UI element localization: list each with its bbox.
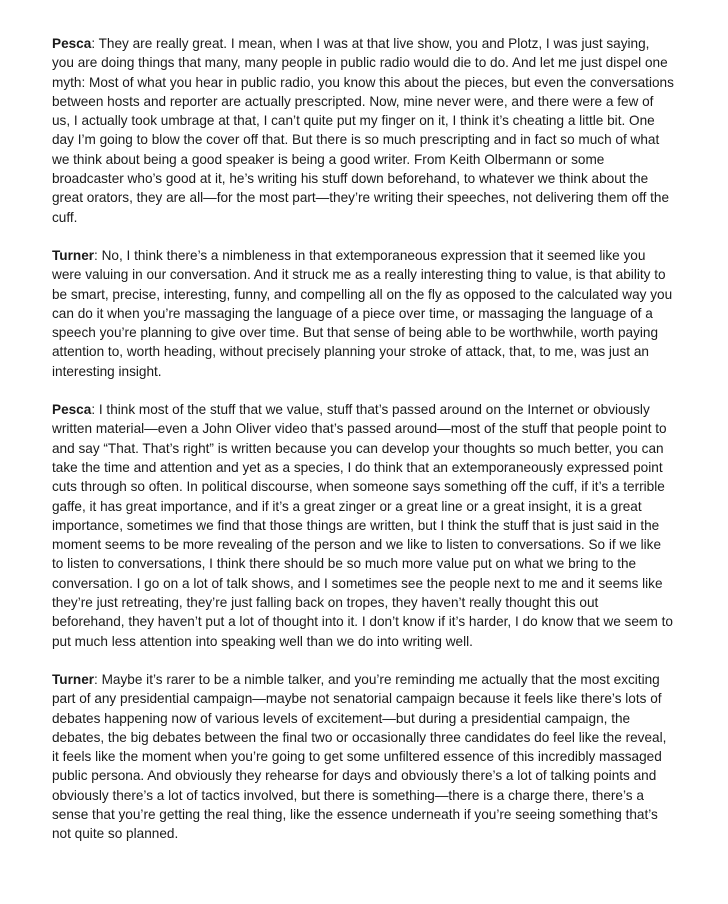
speaker-separator: :: [94, 671, 102, 687]
speaker-separator: :: [94, 247, 102, 263]
transcript-page: [52, 34, 674, 863]
transcript-paragraph-pesca-2: [52, 400, 674, 651]
speaker-name: Turner: [52, 247, 95, 263]
speaker-separator: :: [91, 36, 99, 51]
paragraph-text: No, I think there’s a nimbleness in that extemporaneous expression that it seemed like you were valuing in our conversation. And it struck me as a really interesting thing to value, is that ability to be smart, precise, interesting, funny, and compelling all on the fly as opposed to the calculated way you can do it when you’re massaging the language of a piece over time, or massaging the language of a speech you’re planning to give over time. But that sense of being able to be worthwhile, worth paying attention to, worth heading, without precisely planning your stroke of attack, that, to me, was just an interesting insight.: [52, 247, 673, 379]
transcript-paragraph-turner-2: [52, 670, 674, 844]
paragraph-text: I think most of the stuff that we value, stuff that’s passed around on the Internet or obviously written material—even a John Oliver video that’s passed around—most of the stuff that people point to and say “That. That’s right” is written because you can develop your thoughts so much better, you can take the time and attention and yet as a species, I do think that an extemporaneously expressed point cuts through so often. In political discourse, when someone says something off the cuff, if it’s a terrible gaffe, it has great importance, and if it’s a great zinger or a great line or a great insight, it is a great importance, sometimes we find that those things are written, but I think the stuff that is just said in the moment seems to be more revealing of the person and we like to listen to conversations. So if we like to listen to conversations, I think there should be so much more value put on what we bring to the conversation. I go on a lot of talk shows, and I sometimes see the people next to me and it seems like they’re just retreating, they’re just falling back on tropes, they haven’t really thought this out beforehand, they haven’t put a lot of thought into it. I don’t know if it’s harder, I do know that we seem to put much less attention into speaking well than we do into writing well.: [52, 402, 673, 649]
speaker-separator: :: [91, 402, 99, 418]
transcript-paragraph-pesca-1: [52, 34, 674, 227]
paragraph-text: Maybe it’s rarer to be a nimble talker, and you’re reminding me actually that the most exciting part of any presidential campaign—maybe not senatorial campaign because it feels like there’s lots of debates happening now of various levels of excitement—but during a presidential campaign, the debates, the big debates between the final two or occasionally three candidates do feel like the reveal, it feels like the moment when you’re going to get some unfiltered essence of this incredibly massaged public persona. And obviously they rehearse for days and obviously there’s a lot of talking points and obviously there’s a lot of tactics involved, but there is something—there is a charge there, there’s a sense that you’re getting the real thing, like the essence underneath if you’re seeing something that’s not quite so planned.: [52, 671, 667, 842]
speaker-name: Pesca: [52, 402, 92, 418]
speaker-name: Turner: [52, 671, 95, 687]
transcript-paragraph-turner-1: [52, 246, 674, 381]
paragraph-text: They are really great. I mean, when I was at that live show, you and Plotz, I was just saying, you are doing things that many, many people in public radio would die to do. And let me just dispel one myth: Most of what you hear in public radio, you know this about the pieces, but even the conversations between hosts and reporter are actually prescripted. Now, mine never were, and there were a few of us, I actually took umbrage at that, I can’t quite put my finger on it, I think it’s cheating a little bit. One day I’m going to blow the cover off that. But there is so much prescripting and in fact so much of what we think about being a good speaker is being a good writer. From Keith Olbermann or some broadcaster who’s good at it, he’s writing his stuff down beforehand, to whatever we think about the great orators, they are all—for the most part—they’re writing their speeches, not delivering them off the cuff.: [52, 36, 674, 225]
speaker-name: Pesca: [52, 36, 92, 51]
